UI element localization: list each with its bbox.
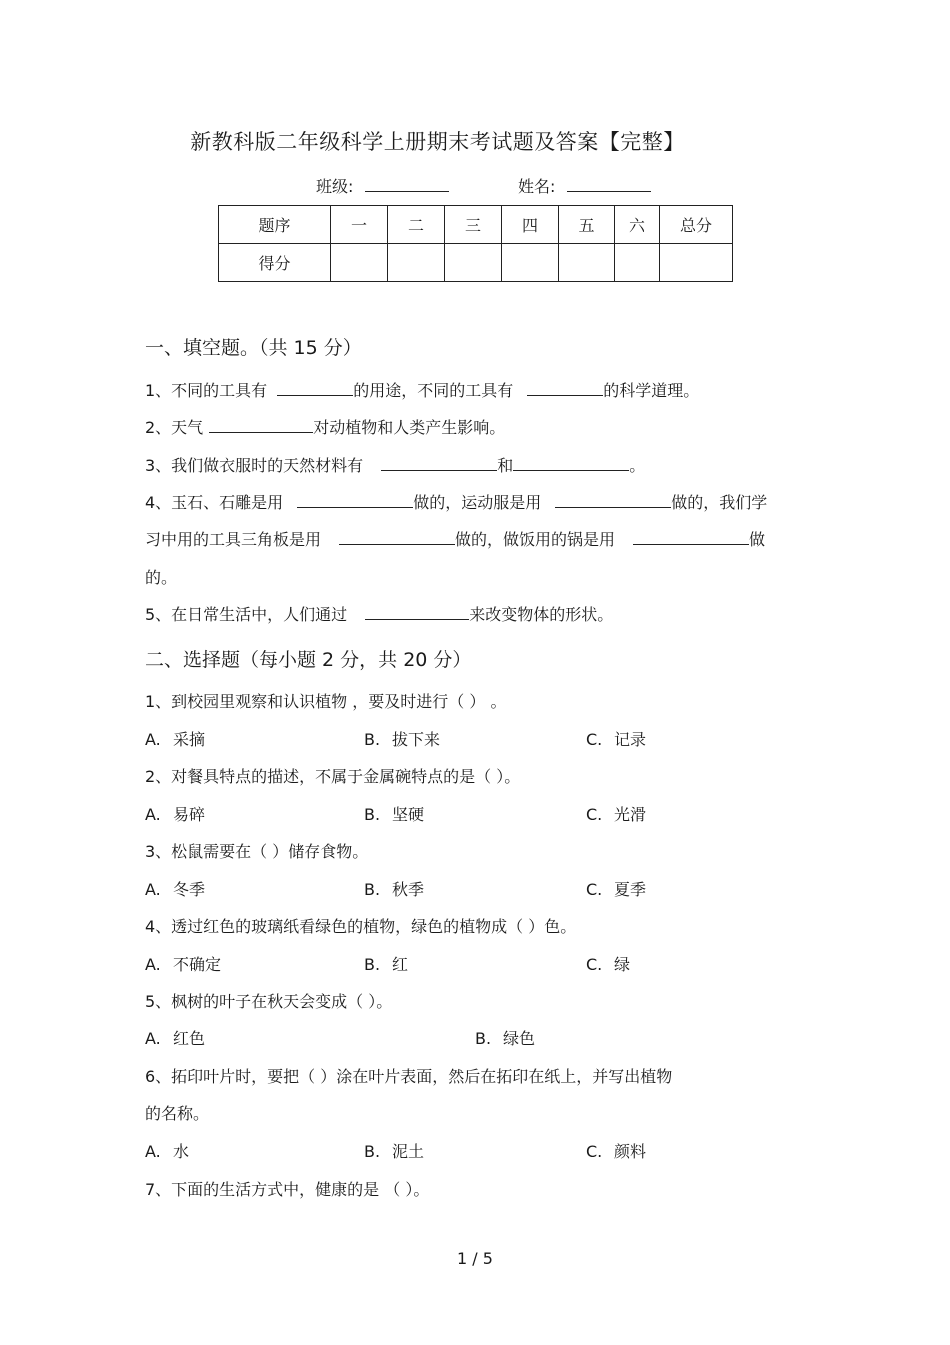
option-key: C.: [586, 955, 603, 974]
option-text: 绿: [614, 955, 631, 974]
table-cell: 得分: [219, 244, 331, 282]
table-cell: 三: [445, 206, 502, 244]
option-key: C.: [586, 1142, 603, 1161]
option-b: [364, 952, 408, 975]
option-text: 坚硬: [392, 805, 425, 824]
score-cell: [559, 244, 615, 282]
option-key: C.: [586, 730, 603, 749]
option-text: 颜料: [614, 1142, 647, 1161]
question-2-6: 6、拓印叶片时，要把（ ）涂在叶片表面，然后在拓印在纸上，并写出植物: [145, 1067, 673, 1086]
option-c: [586, 727, 646, 750]
score-cell: [388, 244, 445, 282]
question-text: 的科学道理。: [603, 381, 700, 400]
score-cell: [660, 244, 733, 282]
question-1-3: [145, 453, 645, 476]
question-1-4-end: 的。: [145, 568, 178, 587]
option-key: A.: [145, 1142, 161, 1161]
option-b: [364, 727, 440, 750]
question-text: 习中用的工具三角板是用: [145, 530, 322, 549]
question-2-1: 1、到校园里观察和认识植物 ，要及时进行（ ） 。: [145, 692, 507, 711]
table-cell: 总分: [660, 206, 733, 244]
option-text: 水: [173, 1142, 190, 1161]
name-field: [518, 174, 651, 197]
question-text: 2、天气: [145, 418, 204, 437]
option-b: [364, 802, 424, 825]
answer-blank: [209, 417, 313, 433]
table-cell: 六: [615, 206, 660, 244]
answer-blank: [339, 529, 455, 545]
option-a: [145, 877, 205, 900]
option-text: 泥土: [392, 1142, 425, 1161]
option-key: B.: [364, 730, 381, 749]
table-cell: 五: [559, 206, 615, 244]
option-text: 记录: [614, 730, 647, 749]
option-key: A.: [145, 805, 161, 824]
score-cell: [502, 244, 559, 282]
option-text: 夏季: [614, 880, 647, 899]
table-cell: 二: [388, 206, 445, 244]
table-cell: 四: [502, 206, 559, 244]
score-cell: [445, 244, 502, 282]
score-table-score-row: [219, 244, 733, 282]
question-text: 做: [749, 530, 766, 549]
option-key: A.: [145, 880, 161, 899]
question-text: 的用途，不同的工具有: [353, 381, 514, 400]
option-key: A.: [145, 730, 161, 749]
option-c: [586, 877, 646, 900]
class-blank: [365, 177, 449, 192]
answer-blank: [555, 492, 671, 508]
question-1-2: [145, 415, 505, 438]
option-text: 拔下来: [392, 730, 441, 749]
option-key: B.: [475, 1029, 492, 1048]
option-b: [364, 877, 424, 900]
option-key: A.: [145, 955, 161, 974]
question-text: 来改变物体的形状。: [469, 605, 614, 624]
answer-blank: [527, 380, 603, 396]
option-text: 红: [392, 955, 409, 974]
question-2-6-cont: 的名称。: [145, 1104, 210, 1123]
option-text: 采摘: [173, 730, 206, 749]
class-field: [316, 174, 449, 197]
option-key: B.: [364, 1142, 381, 1161]
question-2-2: 2、对餐具特点的描述，不属于金属碗特点的是（ ）。: [145, 767, 521, 786]
option-key: C.: [586, 805, 603, 824]
option-text: 易碎: [173, 805, 206, 824]
question-text: 对动植物和人类产生影响。: [313, 418, 506, 437]
page-title: 新教科版二年级科学上册期末考试题及答案【完整】: [190, 130, 685, 154]
question-text: 做的，我们学: [671, 493, 768, 512]
class-label: 班级:: [316, 177, 354, 196]
question-text: 和: [497, 456, 514, 475]
option-c: [586, 952, 630, 975]
score-cell: [615, 244, 660, 282]
option-a: [145, 1139, 189, 1162]
question-text: 1、不同的工具有: [145, 381, 268, 400]
option-text: 不确定: [173, 955, 222, 974]
answer-blank: [277, 380, 353, 396]
question-1-4: [145, 490, 767, 513]
option-a: [145, 952, 221, 975]
answer-blank: [365, 604, 469, 620]
option-key: B.: [364, 805, 381, 824]
question-text: 做的，运动服是用: [413, 493, 542, 512]
option-key: B.: [364, 880, 381, 899]
option-a: [145, 802, 205, 825]
answer-blank: [381, 455, 497, 471]
option-text: 绿色: [503, 1029, 536, 1048]
question-1-5: [145, 602, 613, 625]
option-text: 红色: [173, 1029, 206, 1048]
option-key: C.: [586, 880, 603, 899]
question-text: 做的，做饭用的锅是用: [455, 530, 616, 549]
option-b: [364, 1139, 424, 1162]
option-text: 秋季: [392, 880, 425, 899]
option-c: [586, 1139, 646, 1162]
question-2-7: 7、下面的生活方式中，健康的是 （ ）。: [145, 1180, 430, 1199]
option-c: [586, 802, 646, 825]
name-label: 姓名:: [518, 177, 556, 196]
score-table: [218, 205, 733, 282]
answer-blank: [297, 492, 413, 508]
question-1-1: [145, 378, 699, 401]
answer-blank: [513, 455, 629, 471]
option-a: [145, 1026, 205, 1049]
question-2-3: 3、松鼠需要在（ ）储存食物。: [145, 842, 369, 861]
table-cell: 题序: [219, 206, 331, 244]
question-text: 。: [629, 456, 646, 475]
score-cell: [331, 244, 388, 282]
option-text: 冬季: [173, 880, 206, 899]
question-text: 4、玉石、石雕是用: [145, 493, 284, 512]
question-text: 3、我们做衣服时的天然材料有: [145, 456, 364, 475]
question-2-5: 5、枫树的叶子在秋天会变成（ ）。: [145, 992, 393, 1011]
option-text: 光滑: [614, 805, 647, 824]
table-cell: 一: [331, 206, 388, 244]
section1-heading: 一、填空题。（共 15 分）: [145, 337, 362, 359]
option-a: [145, 727, 205, 750]
option-key: B.: [364, 955, 381, 974]
question-text: 5、在日常生活中，人们通过: [145, 605, 348, 624]
question-2-4: 4、透过红色的玻璃纸看绿色的植物，绿色的植物成（ ）色。: [145, 917, 577, 936]
score-table-header-row: [219, 206, 733, 244]
question-1-4-cont: [145, 527, 765, 550]
section2-heading: 二、选择题（每小题 2 分，共 20 分）: [145, 649, 472, 671]
page-number: 1 / 5: [457, 1249, 493, 1268]
name-blank: [567, 177, 651, 192]
option-key: A.: [145, 1029, 161, 1048]
answer-blank: [633, 529, 749, 545]
option-b: [475, 1026, 535, 1049]
